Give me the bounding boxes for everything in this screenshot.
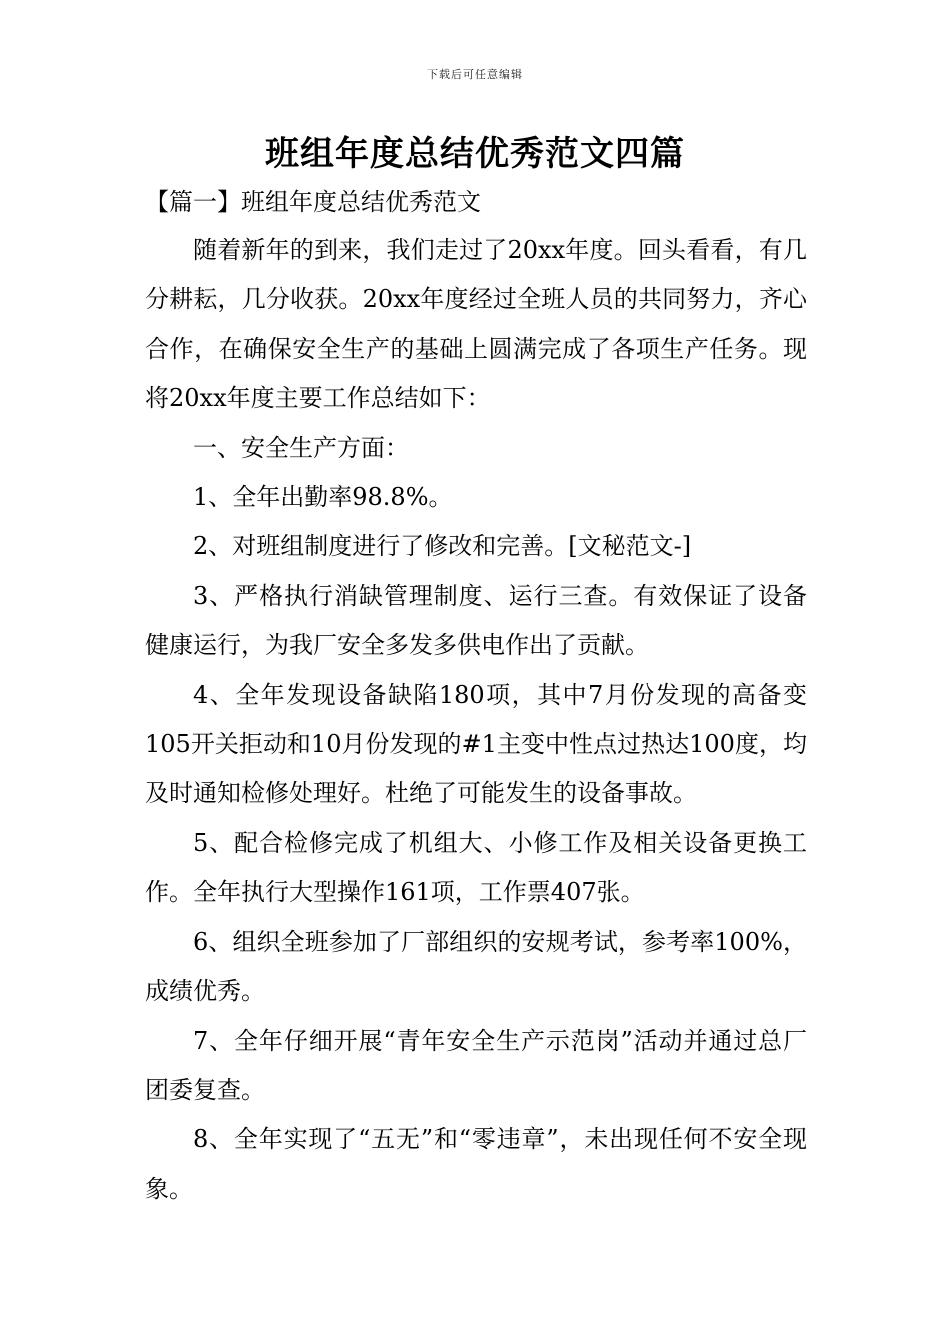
- section-heading: 【篇一】班组年度总结优秀范文: [145, 188, 481, 216]
- header-note: 下载后可任意编辑: [427, 68, 523, 81]
- paragraph-item-3: 3、严格执行消缺管理制度、运行三查。有效保证了设备健康运行，为我厂安全多发多供电作出了贡献。: [145, 581, 807, 660]
- document-body: [145, 178, 807, 1214]
- document-title: 班组年度总结优秀范文四篇: [265, 134, 685, 174]
- paragraph-item-1: 1、全年出勤率98.8%。: [193, 483, 453, 512]
- paragraph-item-8: 8、全年实现了“五无”和“零违章”，未出现任何不安全现象。: [145, 1125, 807, 1203]
- paragraph-item-6: 6、组织全班参加了厂部组织的安规考试，参考率100%，成绩优秀。: [145, 927, 807, 1006]
- paragraph-item-7: 7、全年仔细开展“青年安全生产示范岗”活动并通过总厂团委复查。: [145, 1026, 807, 1104]
- paragraph-safety-heading: 一、安全生产方面：: [193, 433, 409, 462]
- paragraph-item-5: 5、配合检修完成了机组大、小修工作及相关设备更换工作。全年执行大型操作161项，工作票407张。: [145, 828, 807, 907]
- paragraph-item-4: 4、全年发现设备缺陷180项，其中7月份发现的高备变105开关拒动和10月份发现的#1主变中性点过热达100度，均及时通知检修处理好。杜绝了可能发生的设备事故。: [145, 680, 807, 808]
- paragraph-item-2: 2、对班组制度进行了修改和完善。[文秘范文-]: [193, 532, 692, 561]
- paragraph-intro: 随着新年的到来，我们走过了20xx年度。回头看看，有几分耕耘，几分收获。20xx年度经过全班人员的共同努力，齐心合作，在确保安全生产的基础上圆满完成了各项生产任务。现将20xx年度主要工作总结如下：: [145, 236, 807, 413]
